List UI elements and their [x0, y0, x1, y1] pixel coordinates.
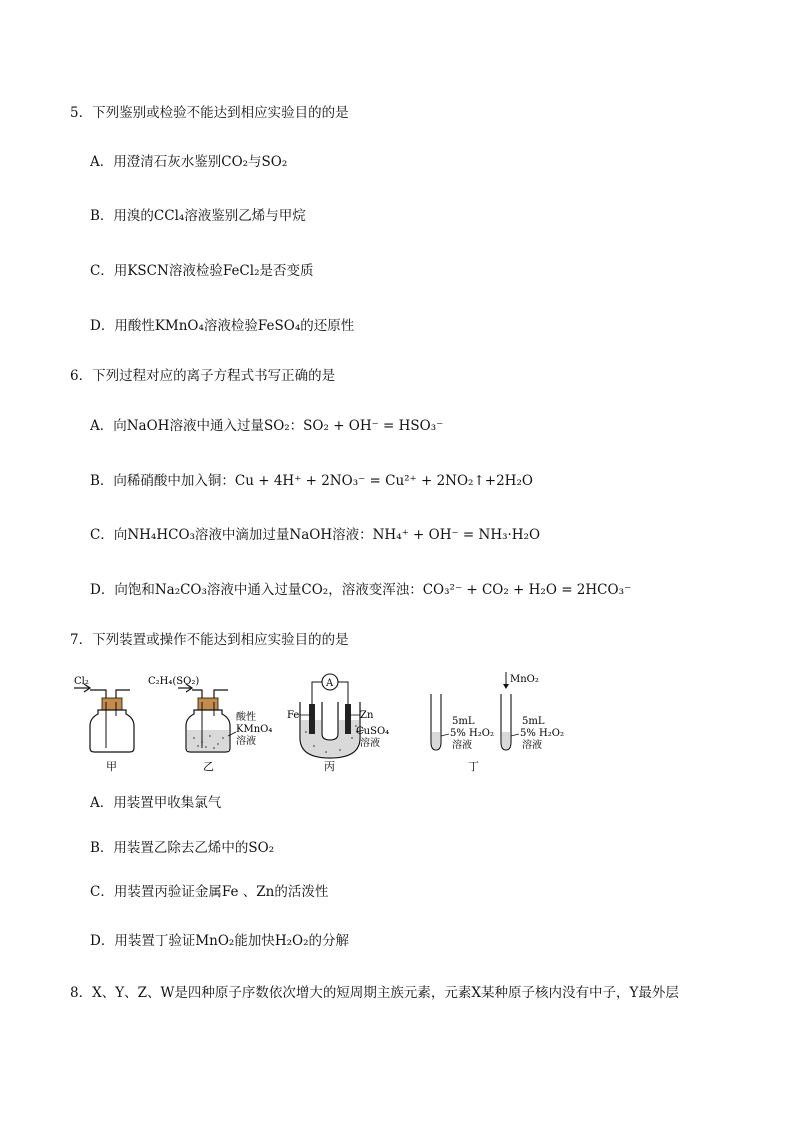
- bing-meter-label: A: [326, 678, 334, 689]
- ding-right-conc: 5% H₂O₂: [520, 728, 564, 739]
- ding-left-conc: 5% H₂O₂: [450, 728, 494, 739]
- jia-gas-label: Cl₂: [74, 676, 89, 687]
- ding-left-volume: 5mL: [452, 716, 475, 727]
- ding-added-reagent: MnO₂: [510, 674, 539, 685]
- q7-option-d: D．用装置丁验证MnO₂能加快H₂O₂的分解: [90, 933, 349, 949]
- yi-reagent-3: 溶液: [236, 736, 256, 747]
- apparatus-ding: [431, 672, 564, 773]
- ding-caption: 丁: [468, 760, 479, 773]
- q6-stem: 6．下列过程对应的离子方程式书写正确的是: [70, 368, 336, 384]
- apparatus-yi: [148, 676, 272, 773]
- q7-stem: 7．下列装置或操作不能达到相应实验目的的是: [70, 632, 349, 648]
- ding-right-solution: 溶液: [522, 740, 542, 751]
- q5-option-a: A．用澄清石灰水鉴别CO₂与SO₂: [90, 154, 288, 170]
- q6-option-c: C．向NH₄HCO₃溶液中滴加过量NaOH溶液：NH₄⁺ + OH⁻ = NH₃·H₂O: [90, 527, 541, 543]
- bing-solution-1: CuSO₄: [356, 726, 390, 737]
- apparatus-bing: [287, 674, 389, 773]
- yi-gas-label: C₂H₄(SO₂): [148, 676, 200, 687]
- bing-caption: 丙: [324, 760, 335, 773]
- yi-reagent-2: KMnO₄: [236, 724, 273, 735]
- bing-solution-2: 溶液: [360, 738, 380, 749]
- q6-option-b: B．向稀硝酸中加入铜：Cu + 4H⁺ + 2NO₃⁻ = Cu²⁺ + 2NO₂↑+2H₂O: [90, 473, 533, 489]
- ding-left-solution: 溶液: [452, 740, 472, 751]
- jia-caption: 甲: [106, 760, 117, 773]
- ding-right-volume: 5mL: [522, 716, 545, 727]
- apparatus-jia: [74, 676, 134, 773]
- apparatus-figure: [60, 668, 580, 778]
- q8-stem: 8．X、Y、Z、W是四种原子序数依次增大的短周期主族元素，元素X某种原子核内没有中子，Y最外层: [70, 985, 679, 1001]
- q7-option-c: C．用装置丙验证金属Fe 、Zn的活泼性: [90, 884, 329, 900]
- q7-option-a: A．用装置甲收集氯气: [90, 795, 222, 811]
- yi-reagent-1: 酸性: [236, 712, 256, 723]
- q5-option-c: C．用KSCN溶液检验FeCl₂是否变质: [90, 263, 314, 279]
- q5-stem: 5．下列鉴别或检验不能达到相应实验目的的是: [70, 105, 349, 121]
- q7-option-b: B．用装置乙除去乙烯中的SO₂: [90, 840, 275, 856]
- bing-left-electrode: Fe: [287, 710, 300, 721]
- q5-option-b: B．用溴的CCl₄溶液鉴别乙烯与甲烷: [90, 208, 306, 224]
- yi-caption: 乙: [203, 760, 214, 773]
- bing-right-electrode: Zn: [360, 710, 374, 721]
- q6-option-a: A．向NaOH溶液中通入过量SO₂：SO₂ + OH⁻ = HSO₃⁻: [90, 418, 444, 434]
- q5-option-d: D．用酸性KMnO₄溶液检验FeSO₄的还原性: [90, 318, 355, 334]
- q6-option-d: D．向饱和Na₂CO₃溶液中通入过量CO₂，溶液变浑浊：CO₃²⁻ + CO₂ + H₂O = 2HCO₃⁻: [90, 582, 632, 598]
